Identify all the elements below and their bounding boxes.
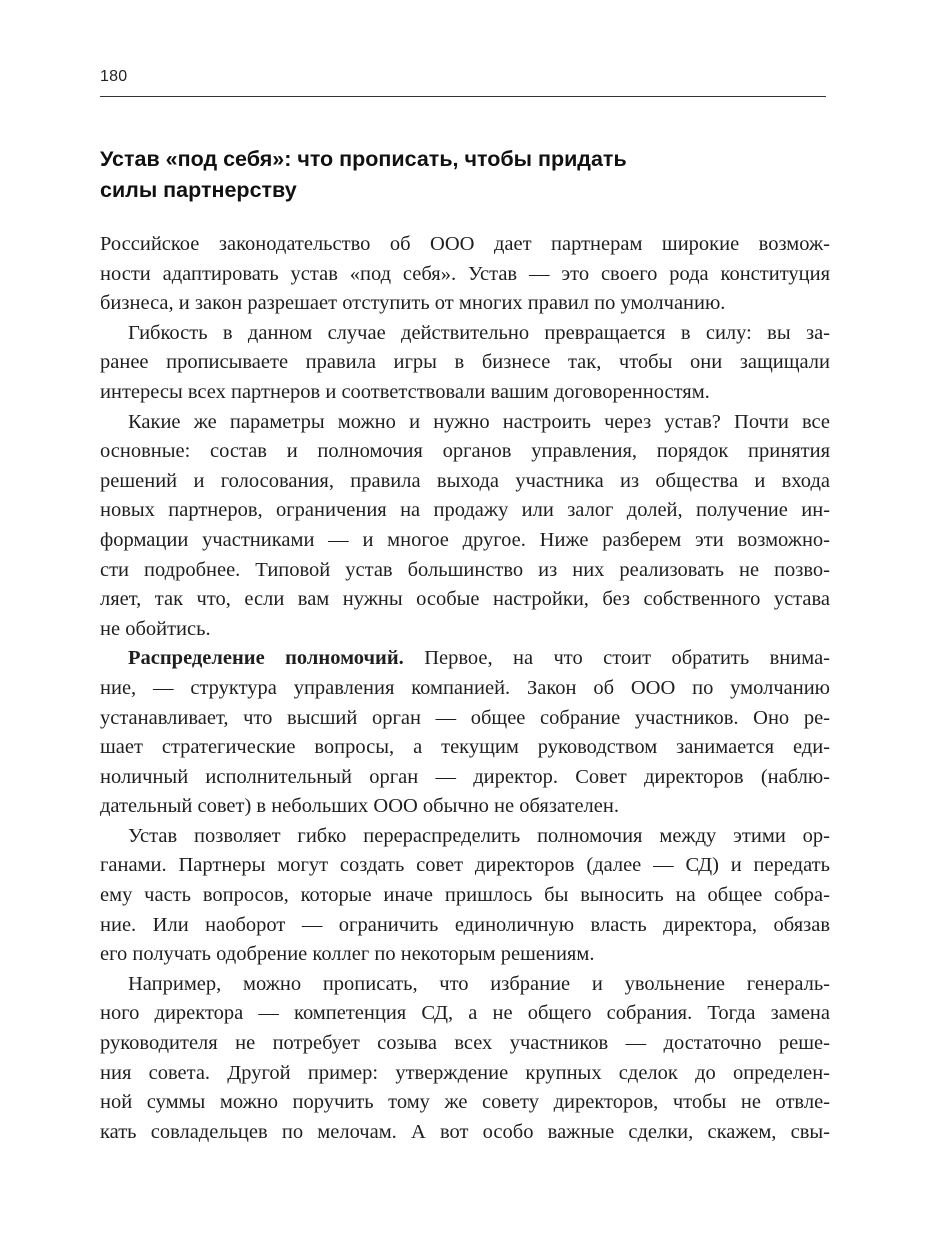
text-line: ноличный исполнительный орган — директор. Совет директоров (наблю- xyxy=(100,765,830,788)
section-title xyxy=(100,144,780,206)
text-line: ности адаптировать устав «под себя». Устав — это своего рода конституция xyxy=(100,262,830,285)
text-line-rest: Первое, на что стоит обратить внима- xyxy=(403,647,830,670)
text-line: ного директора — компетенция СД, а не общего собрания. Тогда замена xyxy=(100,1002,830,1025)
text-line: дательный совет) в небольших ООО обычно не обязателен. xyxy=(100,795,619,818)
text-line: ния совета. Другой пример: утверждение крупных сделок до определен- xyxy=(100,1061,830,1084)
body-text xyxy=(100,230,830,1147)
text-line: сти подробнее. Типовой устав большинство из них реализовать не позво- xyxy=(100,558,830,581)
text-line: ние, — структура управления компанией. Закон об ООО по умолчанию xyxy=(100,676,830,699)
text-line: ной суммы можно поручить тому же совету директоров, чтобы не отвле- xyxy=(100,1091,830,1114)
text-line: ляет, так что, если вам нужны особые настройки, без собственного устава xyxy=(100,588,830,611)
page-number: 180 xyxy=(100,68,128,85)
text-line: Гибкость в данном случае действительно превращается в силу: вы за- xyxy=(128,321,830,344)
text-line: ранее прописываете правила игры в бизнесе так, чтобы они защищали xyxy=(100,351,830,374)
text-line: шает стратегические вопросы, а текущим руководством занимается еди- xyxy=(100,736,830,759)
text-line xyxy=(100,644,830,674)
paragraph xyxy=(100,319,830,408)
text-line: его получать одобрение коллег по некоторым решениям. xyxy=(100,943,595,966)
section-title-line: силы партнерству xyxy=(100,178,297,202)
header-rule xyxy=(100,96,826,97)
text-line: основные: состав и полномочия органов управления, порядок принятия xyxy=(100,440,830,463)
text-line: устанавливает, что высший орган — общее собрание участников. Оно ре- xyxy=(100,706,830,729)
section-title-line: Устав «под себя»: что прописать, чтобы придать xyxy=(100,147,627,171)
text-line: ему часть вопросов, которые иначе пришлось бы выносить на общее собра- xyxy=(100,884,830,907)
text-line: кать совладельцев по мелочам. А вот особо важные сделки, скажем, свы- xyxy=(100,1120,830,1143)
text-line: новых партнеров, ограничения на продажу или залог долей, получение ин- xyxy=(100,499,830,522)
paragraph xyxy=(100,230,830,319)
text-line: руководителя не потребует созыва всех участников — достаточно реше- xyxy=(100,1032,830,1055)
bold-lead: Распределение полномочий. xyxy=(128,647,404,670)
text-line: Например, можно прописать, что избрание и увольнение генераль- xyxy=(128,972,830,995)
text-line: не обойтись. xyxy=(100,617,211,640)
text-line: бизнеса, и закон разрешает отступить от многих правил по умолчанию. xyxy=(100,292,726,315)
text-line: ганами. Партнеры могут создать совет директоров (далее — СД) и передать xyxy=(100,854,830,877)
text-line: интересы всех партнеров и соответствовали вашим договоренностям. xyxy=(100,380,710,403)
text-line: Какие же параметры можно и нужно настроить через устав? Почти все xyxy=(128,410,830,433)
paragraph xyxy=(100,644,830,822)
text-line: Устав позволяет гибко перераспределить полномочия между этими ор- xyxy=(128,824,830,847)
paragraph xyxy=(100,970,830,1148)
text-line: Российское законодательство об ООО дает партнерам широкие возмож- xyxy=(100,233,830,255)
paragraph xyxy=(100,408,830,645)
text-line: ние. Или наоборот — ограничить единоличную власть директора, обязав xyxy=(100,913,830,936)
text-line: формации участниками — и многое другое. Ниже разберем эти возможно- xyxy=(100,528,830,551)
paragraph xyxy=(100,822,830,970)
text-line: решений и голосования, правила выхода участника из общества и входа xyxy=(100,469,830,492)
